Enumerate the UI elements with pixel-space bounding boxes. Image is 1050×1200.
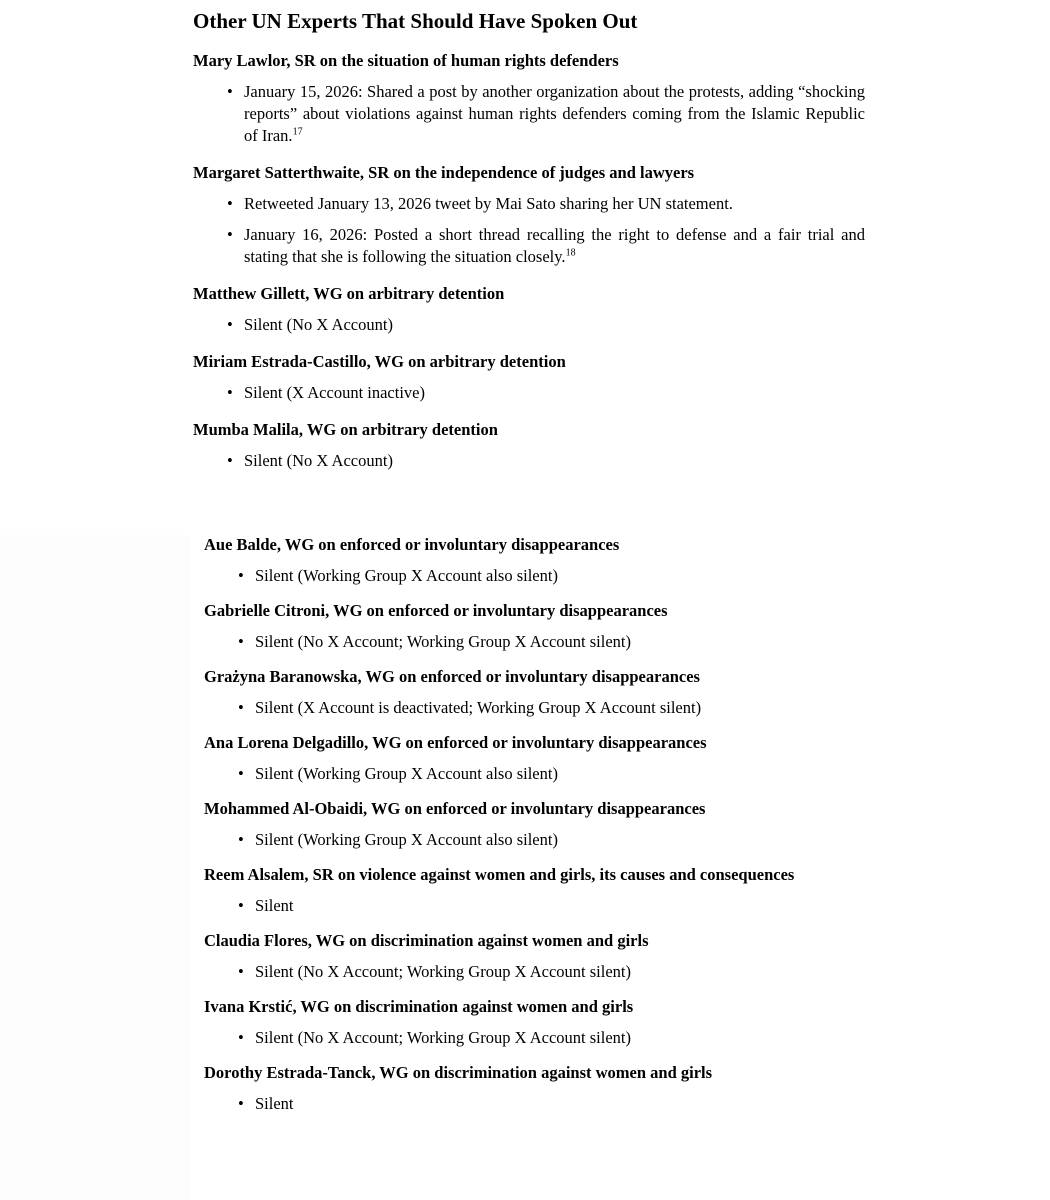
expert-heading: Reem Alsalem, SR on violence against women and girls, its causes and consequences: [204, 865, 795, 884]
activity-text: Silent (X Account is deactivated; Working Group X Account silent): [255, 698, 702, 717]
activity-item: [255, 763, 884, 785]
activity-item: [244, 81, 873, 147]
footnote-marker: 18: [565, 247, 576, 259]
expert-section: [193, 51, 873, 147]
expert-section: [193, 420, 873, 472]
expert-list-upper: [193, 51, 873, 472]
expert-section: [193, 352, 873, 404]
activity-item: [255, 961, 884, 983]
expert-heading: Gabrielle Citroni, WG on enforced or involuntary disappearances: [204, 601, 668, 620]
document-page-upper: [193, 8, 873, 488]
activity-list: [204, 961, 884, 983]
activity-list: [204, 829, 884, 851]
activity-text: January 15, 2026: Shared a post by another organization about the protests, adding “shocking reports” about violations against human rights defenders coming from the Islamic Republic of Iran.: [244, 82, 865, 145]
activity-item: [255, 631, 884, 653]
activity-text: Silent (Working Group X Account also silent): [255, 764, 558, 783]
activity-item: [244, 193, 873, 215]
expert-heading: Grażyna Baranowska, WG on enforced or involuntary disappearances: [204, 667, 700, 686]
expert-heading: Claudia Flores, WG on discrimination against women and girls: [204, 931, 649, 950]
activity-item: [255, 829, 884, 851]
activity-text: Silent: [255, 896, 294, 915]
document-page-lower: [204, 535, 884, 1129]
expert-heading: Miriam Estrada-Castillo, WG on arbitrary detention: [193, 352, 566, 371]
activity-text: Silent: [255, 1094, 294, 1113]
activity-text: Silent (Working Group X Account also silent): [255, 830, 558, 849]
expert-section: [204, 931, 884, 983]
expert-heading: Aue Balde, WG on enforced or involuntary disappearances: [204, 535, 620, 554]
activity-text: Silent (No X Account): [244, 451, 393, 470]
expert-section: [193, 284, 873, 336]
activity-list: [204, 1027, 884, 1049]
activity-text: Silent (Working Group X Account also silent): [255, 566, 558, 585]
activity-text: Silent (No X Account; Working Group X Account silent): [255, 962, 631, 981]
document-title: Other UN Experts That Should Have Spoken Out: [193, 9, 638, 33]
activity-list: [193, 450, 873, 472]
activity-text: Retweeted January 13, 2026 tweet by Mai Sato sharing her UN statement.: [244, 194, 733, 213]
expert-section: [204, 733, 884, 785]
activity-list: [193, 382, 873, 404]
activity-item: [244, 450, 873, 472]
activity-list: [204, 631, 884, 653]
expert-section: [204, 1063, 884, 1115]
activity-item: [255, 697, 884, 719]
activity-list: [204, 1093, 884, 1115]
expert-section: [204, 601, 884, 653]
activity-list: [193, 314, 873, 336]
activity-list: [193, 81, 873, 147]
activity-text: Silent (No X Account; Working Group X Account silent): [255, 1028, 631, 1047]
activity-list: [204, 697, 884, 719]
page-margin-shade: [0, 535, 190, 1200]
activity-list: [193, 193, 873, 268]
activity-list: [204, 763, 884, 785]
activity-item: [255, 1093, 884, 1115]
expert-heading: Dorothy Estrada-Tanck, WG on discrimination against women and girls: [204, 1063, 713, 1082]
activity-list: [204, 895, 884, 917]
expert-heading: Matthew Gillett, WG on arbitrary detention: [193, 284, 505, 303]
activity-item: [255, 1027, 884, 1049]
expert-heading: Mohammed Al-Obaidi, WG on enforced or involuntary disappearances: [204, 799, 706, 818]
activity-item: [244, 382, 873, 404]
expert-section: [204, 667, 884, 719]
expert-heading: Mary Lawlor, SR on the situation of human rights defenders: [193, 51, 619, 70]
activity-text: Silent (X Account inactive): [244, 383, 425, 402]
expert-section: [204, 799, 884, 851]
expert-heading: Mumba Malila, WG on arbitrary detention: [193, 420, 498, 439]
expert-heading: Ana Lorena Delgadillo, WG on enforced or involuntary disappearances: [204, 733, 707, 752]
activity-item: [244, 224, 873, 268]
activity-text: Silent (No X Account; Working Group X Account silent): [255, 632, 631, 651]
expert-list-lower: [204, 535, 884, 1115]
activity-item: [255, 895, 884, 917]
expert-heading: Ivana Krstić, WG on discrimination against women and girls: [204, 997, 634, 1016]
activity-list: [204, 565, 884, 587]
expert-section: [204, 535, 884, 587]
activity-text: Silent (No X Account): [244, 315, 393, 334]
activity-item: [244, 314, 873, 336]
expert-heading: Margaret Satterthwaite, SR on the independence of judges and lawyers: [193, 163, 695, 182]
expert-section: [193, 163, 873, 268]
activity-item: [255, 565, 884, 587]
footnote-marker: 17: [292, 126, 303, 138]
expert-section: [204, 997, 884, 1049]
activity-text: January 16, 2026: Posted a short thread recalling the right to defense and a fair trial and stating that she is following the situation closely.: [244, 225, 865, 266]
expert-section: [204, 865, 884, 917]
